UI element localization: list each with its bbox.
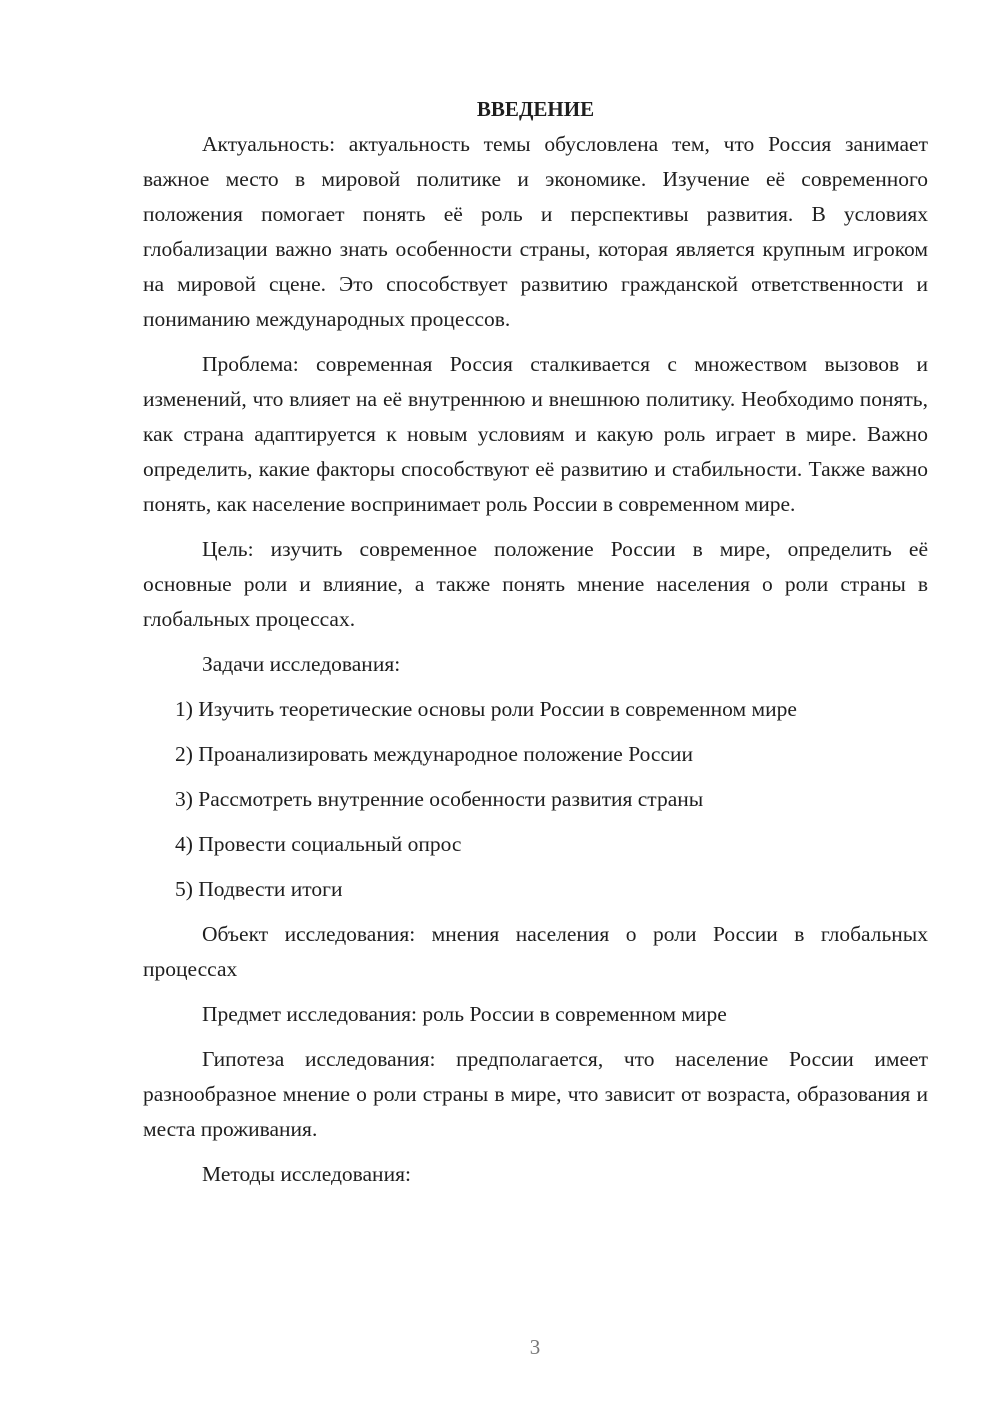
page-number: 3 xyxy=(529,1335,541,1359)
paragraph-hypothesis: Гипотеза исследования: предполагается, что население России имеет разнообразное мнение о роли страны в мире, что зависит от возраста, образования и места проживания. xyxy=(143,1047,928,1141)
paragraph-goal: Цель: изучить современное положение России в мире, определить её основные роли и влияние, а также понять мнение населения о роли страны в глобальных процессах. xyxy=(143,537,928,631)
list-item: 4) Провести социальный опрос xyxy=(175,832,462,856)
paragraph-relevance: Актуальность: актуальность темы обусловлена тем, что Россия занимает важное место в мировой политике и экономике. Изучение её современного положения помогает понять её роль и перспективы развития. В условиях глобализации важно знать особенности страны, которая является крупным игроком на мировой сцене. Это способствует развитию гражданской ответственности и пониманию международных процессов. xyxy=(143,132,928,331)
paragraph-subject: Предмет исследования: роль России в современном мире xyxy=(202,1002,727,1026)
list-item: 1) Изучить теоретические основы роли России в современном мире xyxy=(175,697,797,721)
methods-heading: Методы исследования: xyxy=(202,1162,411,1186)
page-title: ВВЕДЕНИЕ xyxy=(476,97,595,121)
tasks-heading: Задачи исследования: xyxy=(202,652,401,676)
list-item: 3) Рассмотреть внутренние особенности развития страны xyxy=(175,787,704,811)
tasks-list xyxy=(143,692,928,907)
document-page xyxy=(143,92,928,1202)
list-item: 5) Подвести итоги xyxy=(175,877,343,901)
paragraph-object: Объект исследования: мнения населения о роли России в глобальных процессах xyxy=(143,922,928,981)
list-item: 2) Проанализировать международное положение России xyxy=(175,742,694,766)
paragraph-problem: Проблема: современная Россия сталкивается с множеством вызовов и изменений, что влияет на её внутреннюю и внешнюю политику. Необходимо понять, как страна адаптируется к новым условиям и какую роль играет в мире. Важно определить, какие факторы способствуют её развитию и стабильности. Также важно понять, как население воспринимает роль России в современном мире. xyxy=(143,352,928,516)
